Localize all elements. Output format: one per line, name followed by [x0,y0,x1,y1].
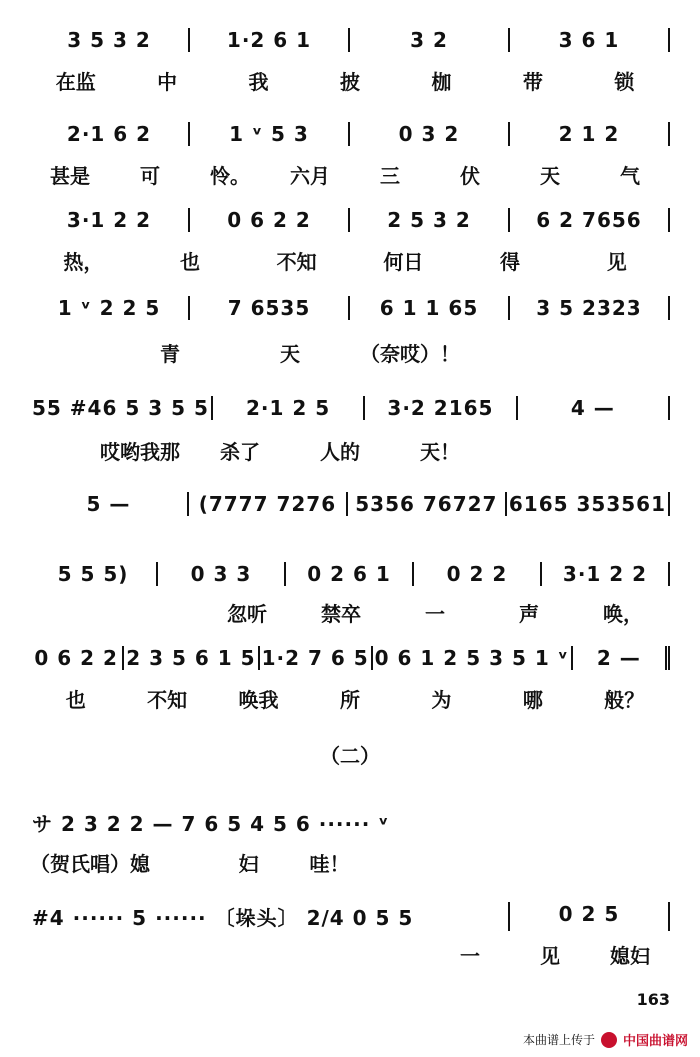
lyric: 枷 [431,70,452,94]
measure: 2 1 2 [510,122,670,146]
measure: 0 6 1 2 5 3 5 1 ᵛ [373,646,573,670]
lyric: 哎哟我那 [100,440,180,464]
lyric: 所 [339,688,360,712]
system-2 [30,122,670,192]
lyric: 也 [65,688,86,712]
lyric: 可 [140,164,160,188]
lyric: 锁 [614,70,635,94]
lyric: （奈哎）！ [360,342,460,366]
lyric: 天！ [420,440,460,464]
lyric: 不知 [147,688,188,712]
system-7 [30,562,670,632]
measure: 6 2 7656 [510,208,670,232]
footer-uploaded-label: 本曲谱上传于 [522,1033,595,1047]
lyric: 人的 [320,440,360,464]
lyric: 哪 [522,688,543,712]
measure: 2 3 5 6 1 5 [124,646,259,670]
lyric: 带 [522,70,543,94]
lyrics-row [30,160,670,189]
measure: 0 3 3 [158,562,286,586]
measure: サ 2 3 2 2 — 7 6 5 4 5 6 ······ ᵛ [32,812,390,836]
lyric: 在监 [55,70,96,94]
system-6 [30,492,670,532]
lyric: 三 [380,164,400,188]
measure: 3 5 3 2 [30,28,190,52]
lyrics-row [30,940,670,969]
footer-site-name: 中国曲谱网 [622,1034,688,1049]
lyric: 中 [157,70,178,94]
notes-row [30,808,670,837]
measure: #4 ······ 5 ······ 〔垛头〕 2/4 0 5 5 [30,902,510,931]
lyrics-row [30,848,370,877]
system-9 [30,808,670,878]
lyric: 伏 [460,164,480,188]
measure: 3 2 [350,28,510,52]
measure: 3 6 1 [510,28,670,52]
site-logo-icon [601,1032,617,1048]
system-1 [30,28,670,98]
lyric: 妇 [238,852,259,876]
notes-row [30,492,670,516]
measure: 1·2 6 1 [190,28,350,52]
measure: 5 5 5) [30,562,158,586]
measure: 2·1 2 5 [213,396,365,420]
lyric: 一 [425,602,445,626]
notes-row [30,396,670,420]
lyric: 见 [540,944,560,968]
lyric: 禁卒 [321,602,361,626]
lyric: 甚是 [50,164,90,188]
lyric: 气 [620,164,640,188]
measure: 6165 353561 [507,492,670,516]
measure: 5 — [30,492,189,516]
lyric: 哇！ [309,852,350,876]
section-title: （二） [320,744,380,768]
measure: 7 6535 [190,296,350,320]
lyric: 何日 [383,250,424,274]
measure: 3·1 2 2 [30,208,190,232]
measure: (7777 7276 [189,492,348,516]
lyric: 般？ [604,688,645,712]
measure: 3 5 2323 [510,296,670,320]
lyrics-row [30,246,670,275]
system-5 [30,396,670,466]
lyric: 热， [63,250,104,274]
lyrics-row [30,598,670,627]
notes-row [30,562,670,586]
lyric: 忽听 [227,602,267,626]
lyric: 也 [180,250,200,274]
lyrics-row [30,338,470,367]
system-4 [30,296,670,366]
lyrics-row [30,66,670,95]
lyric: 我 [248,70,269,94]
lyric: 见 [606,250,627,274]
system-10 [30,902,670,972]
measure: 4 — [518,396,670,420]
lyric: 杀了 [220,440,260,464]
lyric: 怜。 [210,164,250,188]
measure: 1·2 7 6 5 [260,646,373,670]
lyrics-row [30,684,670,713]
measure: 1 ᵛ 5 3 [190,122,350,146]
lyric: 天 [280,342,300,366]
page-number: 163 [636,990,670,1009]
measure: 1 ᵛ 2 2 5 [30,296,190,320]
measure: 0 2 6 1 [286,562,414,586]
notes-row [30,28,670,52]
measure: 3·2 2165 [365,396,517,420]
lyrics-row [30,436,490,465]
lyric: 得 [500,250,521,274]
notes-row [30,296,670,320]
lyric: 披 [339,70,360,94]
measure: 3·1 2 2 [542,562,670,586]
measure: 0 2 2 [414,562,542,586]
notes-row [30,646,670,670]
lyric: 一 [460,944,480,968]
measure: 2 5 3 2 [350,208,510,232]
lyric: 青 [160,342,180,366]
system-8 [30,646,670,716]
measure: 0 6 2 2 [30,646,124,670]
notes-row [30,902,670,931]
lyric: 唤我 [238,688,279,712]
system-3 [30,208,670,278]
measure: 6 1 1 65 [350,296,510,320]
lyric: 声 [519,602,539,626]
measure: 5356 76727 [348,492,507,516]
lyric: 天 [540,164,560,188]
measure-final: 2 — [573,646,670,670]
lyric: 为 [431,688,452,712]
notes-row [30,208,670,232]
lyric: 六月 [290,164,330,188]
measure: 0 3 2 [350,122,510,146]
notes-row [30,122,670,146]
measure: 2·1 6 2 [30,122,190,146]
lyric: 不知 [276,250,317,274]
measure: 0 2 5 [510,902,670,931]
lyric: （贺氏唱）媳 [30,852,150,876]
footer-watermark [523,1030,688,1049]
measure: 0 6 2 2 [190,208,350,232]
measure: 55 #46 5 3 5 5 [30,396,213,420]
lyric: 媳妇 [610,944,650,968]
lyric: 唤， [603,602,643,626]
